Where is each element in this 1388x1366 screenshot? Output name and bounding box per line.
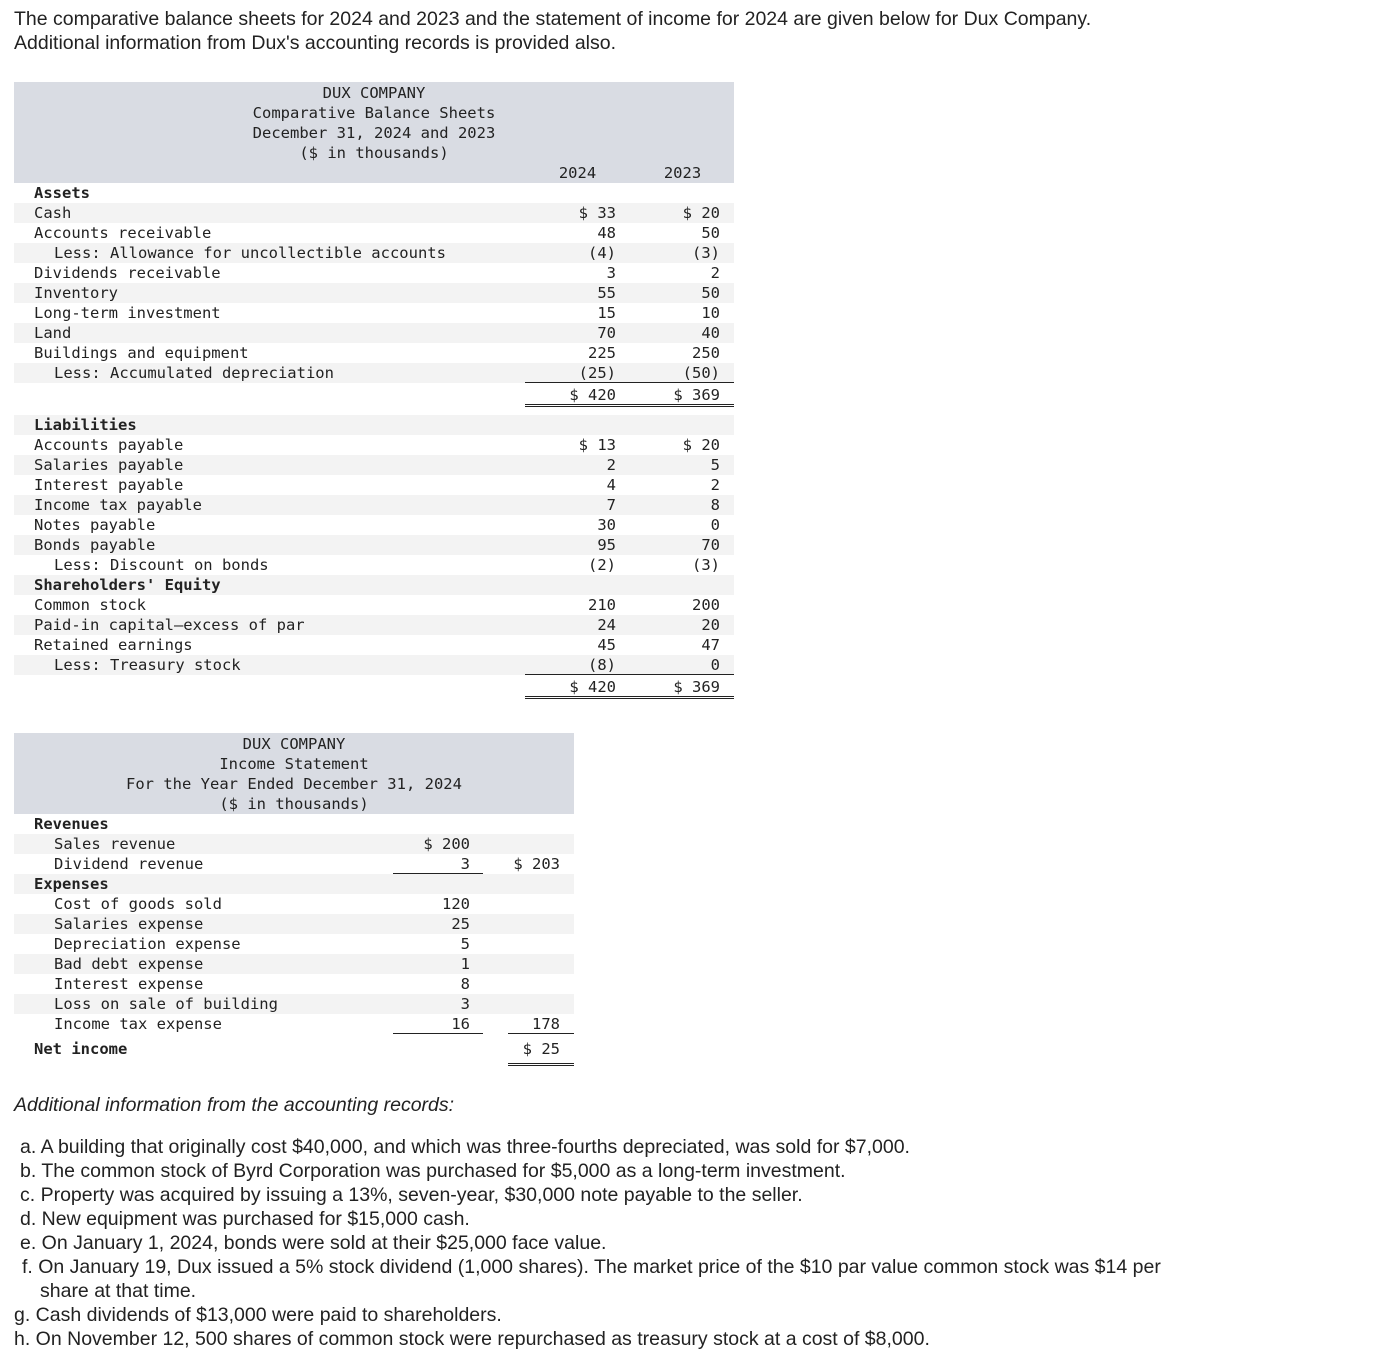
line-label: Land: [34, 324, 72, 342]
additional-item-text: d. New equipment was purchased for $15,000 cash.: [20, 1208, 470, 1230]
liabilities-heading: [14, 415, 734, 435]
value-2024: 70: [597, 324, 616, 342]
line-label: Cost of goods sold: [54, 895, 222, 913]
value-2024: 95: [597, 536, 616, 554]
revenue-row: [14, 854, 574, 874]
equity-heading: [14, 575, 734, 595]
asset-row: [14, 323, 734, 343]
line-amount: 3: [460, 855, 470, 873]
revenue-row: [14, 834, 574, 854]
value-2024: 55: [597, 284, 616, 302]
value-2024: 24: [597, 616, 616, 634]
additional-information-title: Additional information from the accounting records:: [14, 1094, 455, 1116]
expense-row: [14, 934, 574, 954]
value-2024: 45: [597, 636, 616, 654]
total-expenses: 178: [532, 1015, 560, 1033]
line-label: Interest payable: [34, 476, 184, 494]
line-label: Buildings and equipment: [34, 344, 249, 362]
value-2024: (2): [588, 556, 616, 574]
additional-item-text: g. Cash dividends of $13,000 were paid to shareholders.: [14, 1304, 502, 1326]
additional-item-text: h. On November 12, 500 shares of common stock were repurchased as treasury stock at a cost of $8,000.: [14, 1328, 930, 1350]
total-revenues: $ 203: [513, 855, 560, 873]
asset-row: [14, 303, 734, 323]
liability-row: [14, 495, 734, 515]
line-label: Common stock: [34, 596, 146, 614]
additional-item: [14, 1303, 1374, 1327]
liability-row: [14, 475, 734, 495]
value-2024: 30: [597, 516, 616, 534]
line-label: Accounts receivable: [34, 224, 212, 242]
double-underline-2023: [629, 696, 734, 699]
line-label: Salaries expense: [54, 915, 204, 933]
line-label: Cash: [34, 204, 72, 222]
value-2024: (25): [578, 364, 616, 382]
additional-item: [14, 1231, 1374, 1255]
value-2023: 2: [710, 476, 720, 494]
value-2023: 70: [701, 536, 720, 554]
additional-item-text: a. A building that originally cost $40,000, and which was three-fourths depreciated, was sold for $7,000.: [20, 1136, 910, 1158]
equity-row: [14, 635, 734, 655]
asset-row: [14, 283, 734, 303]
line-label: Income tax expense: [54, 1015, 222, 1033]
liability-row: [14, 455, 734, 475]
assets-heading: [14, 183, 734, 203]
spacer: [14, 407, 734, 415]
line-amount: 1: [460, 955, 470, 973]
value-2023: 50: [701, 284, 720, 302]
expenses-heading: [14, 874, 574, 894]
expense-row: [14, 954, 574, 974]
equity-row: [14, 595, 734, 615]
line-label: Loss on sale of building: [54, 995, 278, 1013]
additional-item-text: c. Property was acquired by issuing a 13%, seven-year, $30,000 note payable to the seller.: [20, 1184, 803, 1206]
balance-sheet-units: ($ in thousands): [299, 144, 449, 162]
income-statement-units: ($ in thousands): [219, 795, 369, 813]
additional-information-list: [14, 1135, 1374, 1351]
expense-row: [14, 1014, 574, 1034]
equity-row: [14, 615, 734, 635]
line-label: Long-term investment: [34, 304, 221, 322]
equity-heading-label: Shareholders' Equity: [34, 576, 221, 594]
net-income-row: [14, 1034, 574, 1060]
asset-row: [14, 343, 734, 363]
value-2023: 10: [701, 304, 720, 322]
net-income-value: $ 25: [522, 1040, 560, 1058]
value-2023: 0: [710, 516, 720, 534]
expense-row: [14, 994, 574, 1014]
liability-row: [14, 515, 734, 535]
asset-row: [14, 363, 734, 383]
revenues-heading: [14, 814, 574, 834]
balance-sheet-company: DUX COMPANY: [322, 84, 426, 102]
double-underline-2024: [525, 404, 629, 407]
asset-row: [14, 263, 734, 283]
line-label: Bonds payable: [34, 536, 156, 554]
line-label: Inventory: [34, 284, 118, 302]
line-label: Notes payable: [34, 516, 156, 534]
value-2024: 210: [588, 596, 616, 614]
line-amount: $ 200: [423, 835, 470, 853]
value-2024: (8): [588, 656, 616, 674]
income-statement-header: [14, 733, 574, 814]
income-statement-company: DUX COMPANY: [242, 735, 346, 753]
value-2023: 200: [692, 596, 720, 614]
double-underline-2024: [525, 696, 629, 699]
additional-item: [14, 1159, 1374, 1183]
balance-sheet-year-row: [14, 163, 734, 183]
assets-heading-label: Assets: [34, 184, 90, 202]
line-label: Depreciation expense: [54, 935, 241, 953]
line-amount: 5: [460, 935, 470, 953]
value-2023: 50: [701, 224, 720, 242]
income-statement-title: Income Statement: [219, 755, 369, 773]
intro-line-1: The comparative balance sheets for 2024 and 2023 and the statement of income for 2024 are given below for Dux Company.: [14, 8, 1092, 30]
line-amount: 25: [451, 915, 470, 933]
additional-item: [14, 1327, 1374, 1351]
value-2023: $ 20: [682, 204, 720, 222]
line-label: Retained earnings: [34, 636, 193, 654]
line-label: Less: Treasury stock: [54, 656, 241, 674]
income-statement-period: For the Year Ended December 31, 2024: [126, 775, 462, 793]
line-label: Less: Discount on bonds: [54, 556, 269, 574]
expense-row: [14, 914, 574, 934]
value-2023: 47: [701, 636, 720, 654]
line-label: Bad debt expense: [54, 955, 204, 973]
additional-item-text: e. On January 1, 2024, bonds were sold at their $25,000 face value.: [20, 1232, 607, 1254]
balance-sheet-date: December 31, 2024 and 2023: [252, 124, 496, 142]
value-2024: (4): [588, 244, 616, 262]
total-2024: $ 420: [569, 386, 616, 404]
value-2023: 2: [710, 264, 720, 282]
asset-row: [14, 223, 734, 243]
line-label: Paid-in capital—excess of par: [34, 616, 305, 634]
additional-item-text: f. On January 19, Dux issued a 5% stock dividend (1,000 shares). The market price of the $10 par value common stock was $14 per: [22, 1256, 1161, 1278]
value-2023: $ 20: [682, 436, 720, 454]
line-label: Dividends receivable: [34, 264, 221, 282]
total-2024: $ 420: [569, 678, 616, 696]
double-underline-2023: [629, 404, 734, 407]
expense-row: [14, 974, 574, 994]
additional-item: [14, 1135, 1374, 1159]
balance-sheet-title: Comparative Balance Sheets: [252, 104, 496, 122]
additional-item: [14, 1183, 1374, 1207]
total-liabilities-equity-row: [14, 675, 734, 699]
line-amount: 120: [442, 895, 470, 913]
asset-row: [14, 203, 734, 223]
liability-row: [14, 435, 734, 455]
net-income-label: Net income: [34, 1040, 128, 1058]
value-2024: $ 13: [578, 436, 616, 454]
liability-row: [14, 535, 734, 555]
line-label: Interest expense: [54, 975, 204, 993]
liabilities-heading-label: Liabilities: [34, 416, 137, 434]
total-2023: $ 369: [673, 386, 720, 404]
additional-item: [14, 1279, 1374, 1303]
additional-information: [14, 1093, 1374, 1351]
line-amount: 3: [460, 995, 470, 1013]
line-label: Accounts payable: [34, 436, 184, 454]
total-assets-row: [14, 383, 734, 407]
value-2023: (3): [692, 244, 720, 262]
expense-row: [14, 894, 574, 914]
value-2023: 5: [710, 456, 720, 474]
value-2024: 48: [597, 224, 616, 242]
net-income-double-underline: [508, 1063, 574, 1066]
value-2024: 7: [606, 496, 616, 514]
balance-sheet-header: [14, 82, 734, 163]
additional-item-text: b. The common stock of Byrd Corporation was purchased for $5,000 as a long-term investment.: [20, 1160, 846, 1182]
equity-row: [14, 655, 734, 675]
total-2023: $ 369: [673, 678, 720, 696]
line-amount: 8: [460, 975, 470, 993]
intro-line-2: Additional information from Dux's accounting records is provided also.: [14, 32, 617, 54]
additional-item-text: share at that time.: [40, 1280, 197, 1302]
year-2023-heading: 2023: [663, 164, 702, 182]
value-2023: 8: [710, 496, 720, 514]
value-2023: 20: [701, 616, 720, 634]
line-label: Less: Allowance for uncollectible accounts: [54, 244, 446, 262]
asset-row: [14, 243, 734, 263]
additional-item: [14, 1207, 1374, 1231]
line-label: Income tax payable: [34, 496, 202, 514]
value-2024: 2: [606, 456, 616, 474]
value-2024: $ 33: [578, 204, 616, 222]
line-label: Less: Accumulated depreciation: [54, 364, 334, 382]
value-2024: 4: [606, 476, 616, 494]
value-2024: 15: [597, 304, 616, 322]
value-2023: 250: [692, 344, 720, 362]
value-2024: 225: [588, 344, 616, 362]
additional-item: [14, 1255, 1374, 1279]
line-label: Sales revenue: [54, 835, 176, 853]
value-2023: (50): [682, 364, 720, 382]
revenues-heading-label: Revenues: [34, 815, 109, 833]
line-label: Salaries payable: [34, 456, 184, 474]
line-amount: 16: [451, 1015, 470, 1033]
expenses-heading-label: Expenses: [34, 875, 109, 893]
value-2024: 3: [606, 264, 616, 282]
balance-sheet-table: [14, 82, 734, 699]
income-statement-table: [14, 733, 574, 1060]
line-label: Dividend revenue: [54, 855, 204, 873]
value-2023: 0: [710, 656, 720, 674]
year-2024-heading: 2024: [558, 164, 597, 182]
intro-text: [14, 7, 1374, 55]
value-2023: (3): [692, 556, 720, 574]
value-2023: 40: [701, 324, 720, 342]
liability-row: [14, 555, 734, 575]
